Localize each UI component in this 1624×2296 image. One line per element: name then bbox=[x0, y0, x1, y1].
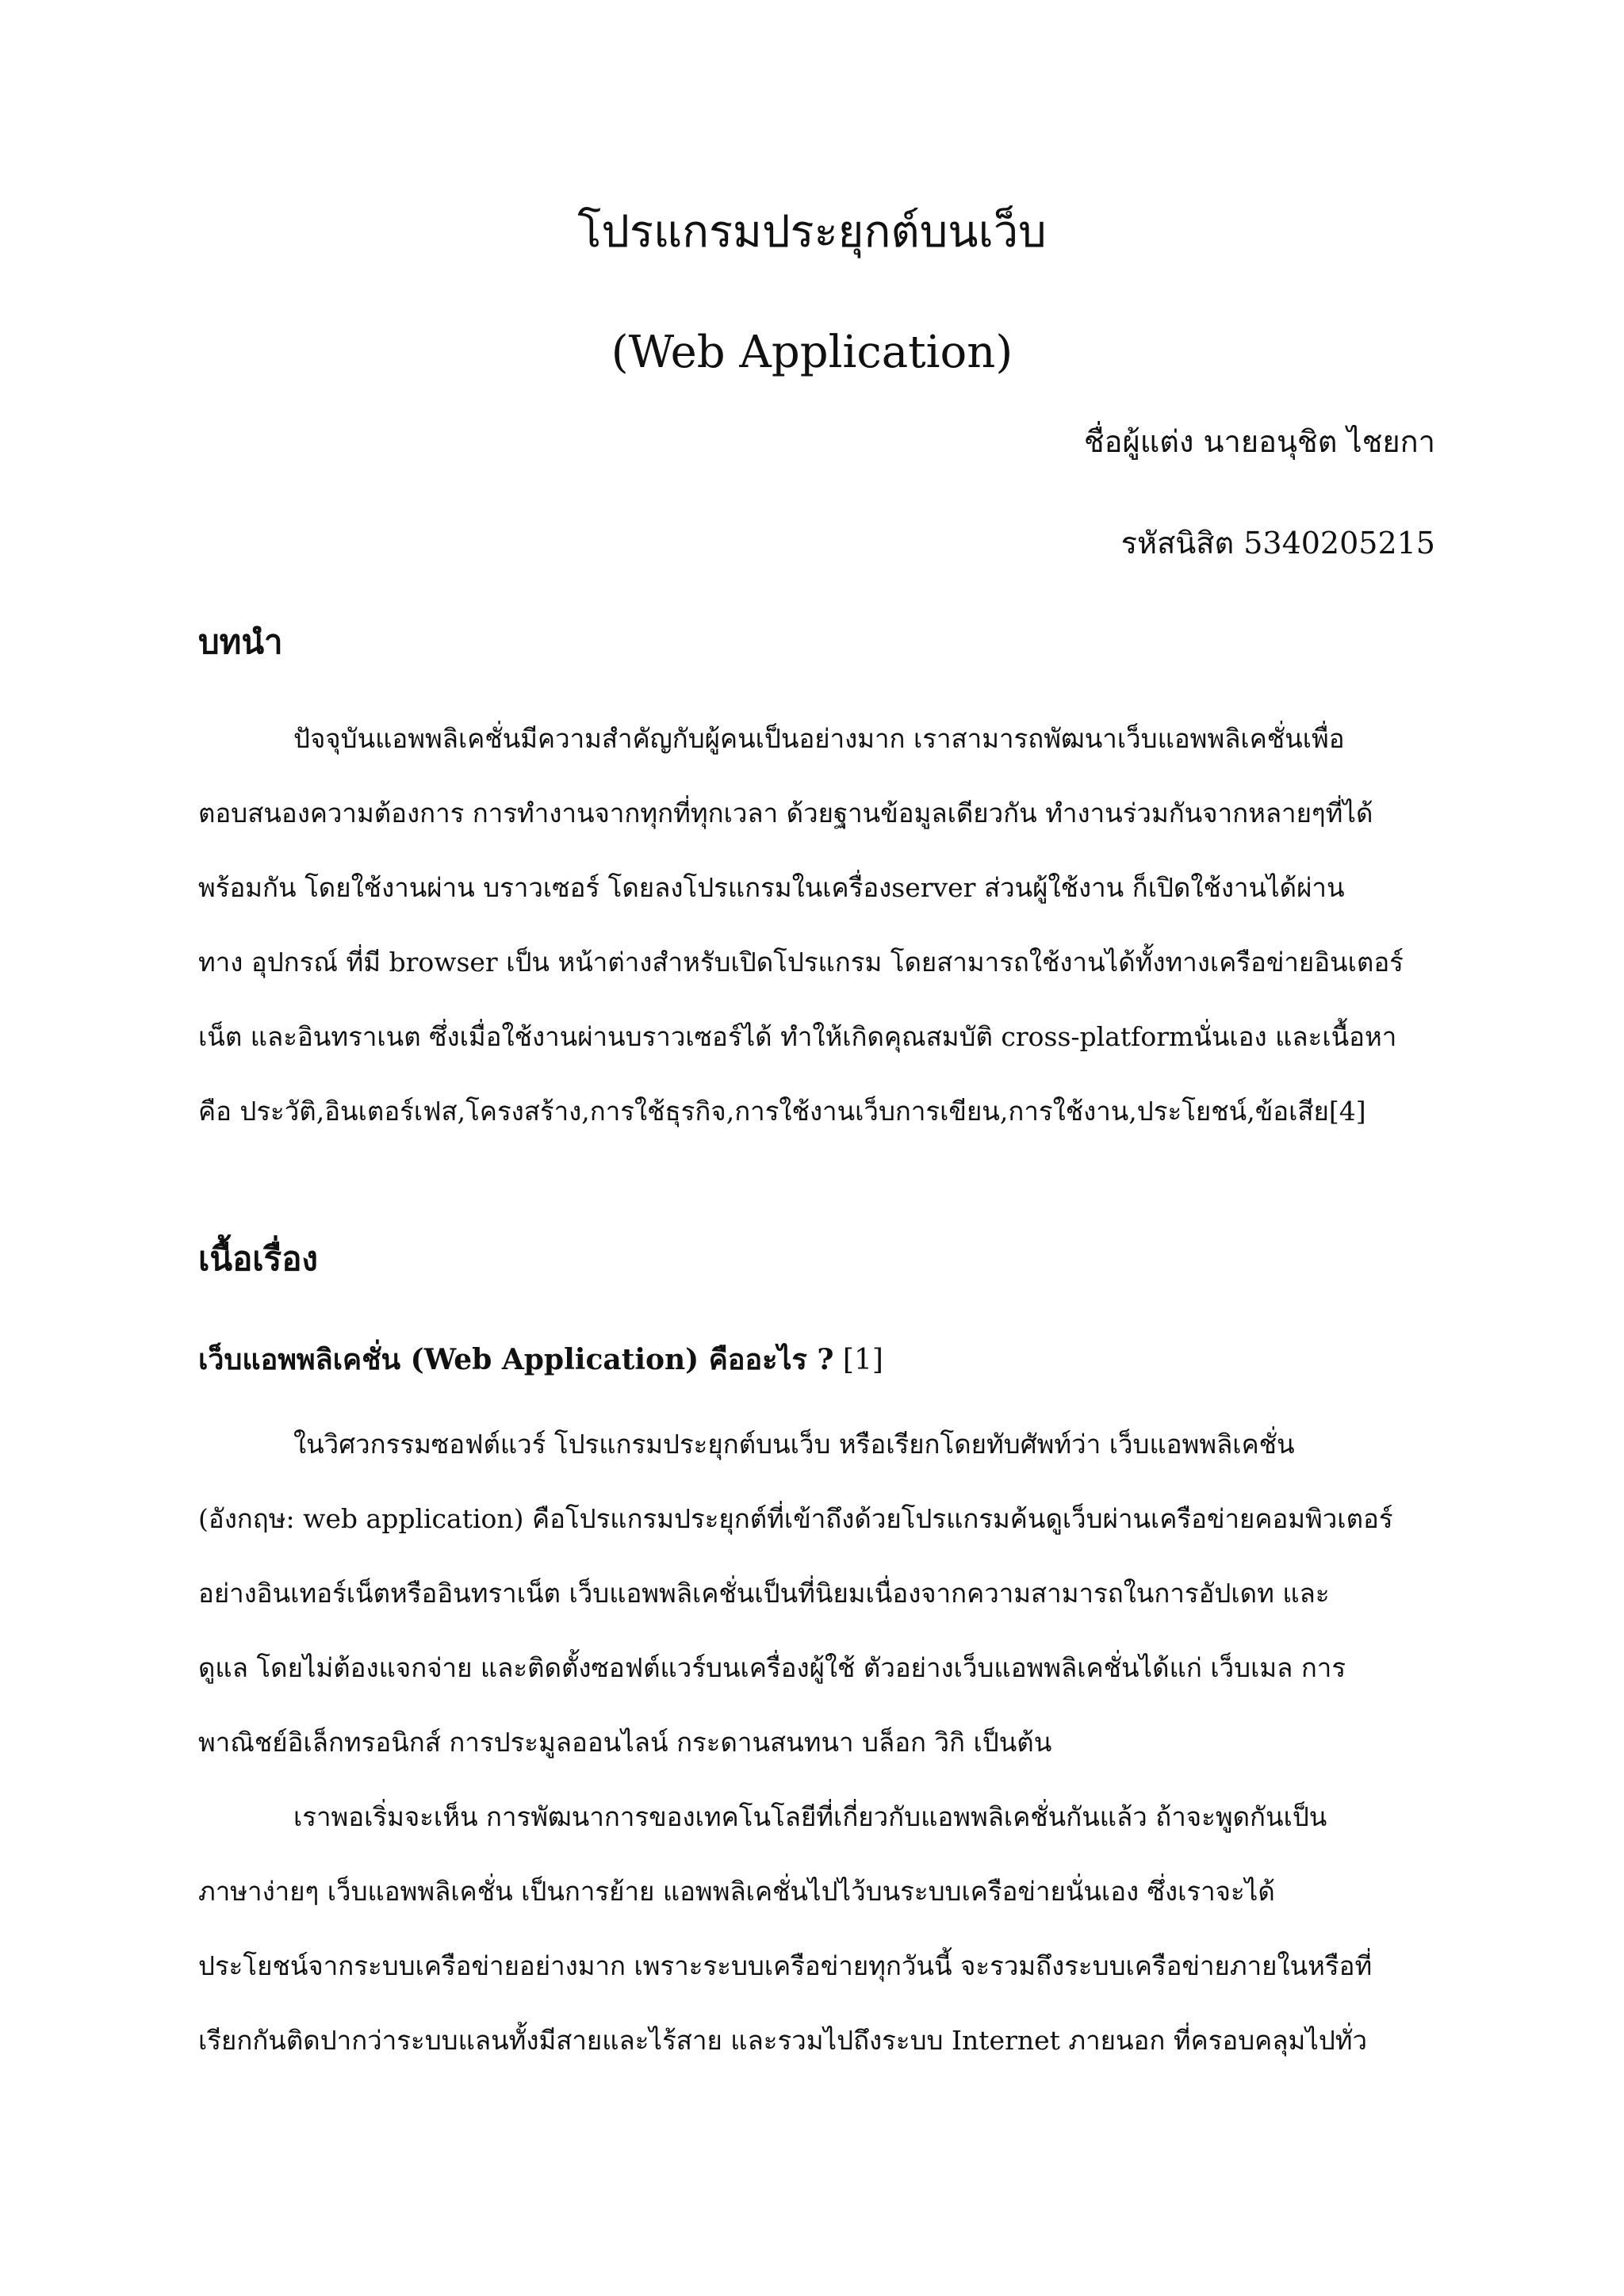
document-subtitle: (Web Application) bbox=[611, 327, 1013, 378]
paragraph-line: (อังกฤษ: web application) คือโปรแกรมประยุกต์ที่เข้าถึงด้วยโปรแกรมค้นดูเว็บผ่านเครือข่ายคอมพิวเตอร์ bbox=[198, 1503, 1393, 1534]
paragraph-line: พร้อมกัน โดยใช้งานผ่าน บราวเซอร์ โดยลงโปรแกรมในเครื่องserver ส่วนผู้ใช้งาน ก็เปิดใช้งานได้ผ่าน bbox=[198, 872, 1345, 903]
paragraph-line: เราพอเริ่มจะเห็น การพัฒนาการของเทคโนโลยีที่เกี่ยวกับแอพพลิเคชั่นกันแล้ว ถ้าจะพูดกันเป็น bbox=[293, 1801, 1327, 1832]
paragraph-line: ปัจจุบันแอพพลิเคชั่นมีความสำคัญกับผู้คนเป็นอย่างมาก เราสามารถพัฒนาเว็บแอพพลิเคชั่นเพื่อ bbox=[293, 723, 1345, 754]
paragraph-line: ทาง อุปกรณ์ ที่มี browser เป็น หน้าต่างสำหรับเปิดโปรแกรม โดยสามารถใช้งานได้ทั้งทางเครือข่ายอินเตอร์ bbox=[198, 947, 1404, 978]
definition-paragraph bbox=[198, 1407, 1435, 1780]
paragraph-line: อย่างอินเทอร์เน็ตหรืออินทราเน็ต เว็บแอพพลิเคชั่นเป็นที่นิยมเนื่องจากความสามารถในการอัปเดท และ bbox=[198, 1578, 1330, 1609]
student-id-line: รหัสนิสิต 5340205215 bbox=[1120, 526, 1435, 561]
author-line: ชื่อผู้แต่ง นายอนุชิต ไชยกา bbox=[1083, 424, 1435, 459]
section-heading-reference: [1] bbox=[833, 1344, 883, 1376]
paragraph-line: ภาษาง่ายๆ เว็บแอพพลิเคชั่น เป็นการย้าย แอพพลิเคชั่นไปไว้บนระบบเครือข่ายนั่นเอง ซึ่งเราจะได้ bbox=[198, 1876, 1275, 1907]
body-heading: เนื้อเรื่อง bbox=[198, 1239, 318, 1278]
section-heading-text: เว็บแอพพลิเคชั่น (Web Application) คืออะไร ? bbox=[198, 1343, 834, 1376]
introduction-heading: บทนำ bbox=[198, 622, 283, 661]
paragraph-line: ประโยชน์จากระบบเครือข่ายอย่างมาก เพราะระบบเครือข่ายทุกวันนี้ จะรวมถึงระบบเครือข่ายภายในหรือที่ bbox=[198, 1950, 1373, 1981]
paragraph-line: เรียกกันติดปากว่าระบบแลนทั้งมีสายและไร้สาย และรวมไปถึงระบบ Internet ภายนอก ที่ครอบคลุมไปทั่ว bbox=[198, 2025, 1368, 2056]
development-paragraph bbox=[198, 1780, 1435, 2078]
paragraph-line: ดูแล โดยไม่ต้องแจกจ่าย และติดตั้งซอฟต์แวร์บนเครื่องผู้ใช้ ตัวอย่างเว็บแอพพลิเคชั่นได้แก่ เว็บเมล การ bbox=[198, 1652, 1346, 1683]
document-title: โปรแกรมประยุกต์บนเว็บ bbox=[577, 206, 1047, 258]
paragraph-line: พาณิชย์อิเล็กทรอนิกส์ การประมูลออนไลน์ กระดานสนทนา บล็อก วิกิ เป็นต้น bbox=[198, 1727, 1052, 1758]
paragraph-line: ตอบสนองความต้องการ การทำงานจากทุกที่ทุกเวลา ด้วยฐานข้อมูลเดียวกัน ทำงานร่วมกันจากหลายๆที่ได้ bbox=[198, 798, 1373, 828]
paragraph-line: ในวิศวกรรมซอฟต์แวร์ โปรแกรมประยุกต์บนเว็บ หรือเรียกโดยทับศัพท์ว่า เว็บแอพพลิเคชั่น bbox=[293, 1429, 1295, 1460]
section-heading bbox=[198, 1340, 883, 1380]
introduction-paragraph bbox=[198, 702, 1435, 1149]
paragraph-line: เน็ต และอินทราเนต ซึ่งเมื่อใช้งานผ่านบราวเซอร์ได้ ทำให้เกิดคุณสมบัติ cross-platformนั่นเอง และเนื้อหา bbox=[198, 1021, 1397, 1052]
paragraph-line: คือ ประวัติ,อินเตอร์เฟส,โครงสร้าง,การใช้ธุรกิจ,การใช้งานเว็บการเขียน,การใช้งาน,ประโยชน์,ข้อเสีย[4] bbox=[198, 1096, 1366, 1127]
